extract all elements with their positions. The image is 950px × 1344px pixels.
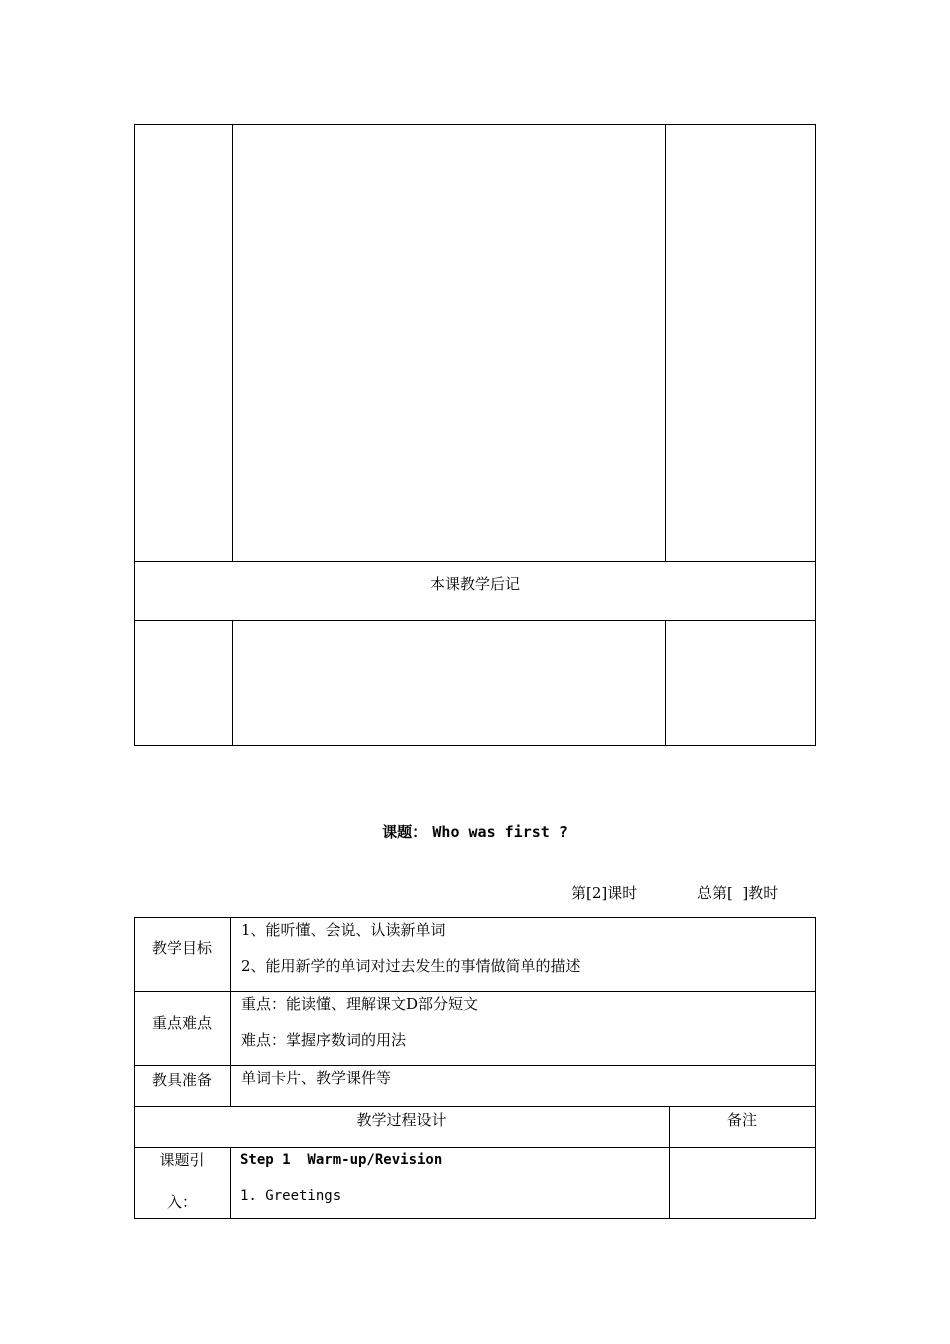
process-header: 教学过程设计: [356, 1111, 447, 1129]
goal-item: 1、能听懂、会说、认读新单词: [241, 921, 446, 939]
step-item: 1. Greetings: [240, 1188, 342, 1204]
lesson-title-text: Who was first ?: [432, 823, 568, 841]
notes-header: 备注: [726, 1111, 757, 1129]
period-indicator: 第[2]课时: [571, 884, 638, 902]
step-heading: Step 1 Warm-up/Revision: [240, 1152, 443, 1168]
key-point-item: 难点：掌握序数词的用法: [241, 1031, 407, 1049]
goal-item: 2、能用新学的单词对过去发生的事情做简单的描述: [241, 957, 581, 975]
afterword-header: 本课教学后记: [429, 575, 520, 593]
intro-label-line1: 课题引: [159, 1151, 205, 1169]
lesson-title-label: 课题：: [382, 823, 428, 841]
tools-label: 教具准备: [151, 1071, 212, 1089]
tools-text: 单词卡片、教学课件等: [241, 1069, 392, 1087]
total-period-indicator: 总第[ ]教时: [697, 884, 779, 902]
goals-label: 教学目标: [151, 939, 212, 957]
key-point-item: 重点：能读懂、理解课文D部分短文: [241, 995, 479, 1013]
intro-label-line2: 入：: [166, 1193, 197, 1211]
lesson-title: [0, 825, 950, 840]
key-points-label: 重点难点: [151, 1014, 212, 1032]
